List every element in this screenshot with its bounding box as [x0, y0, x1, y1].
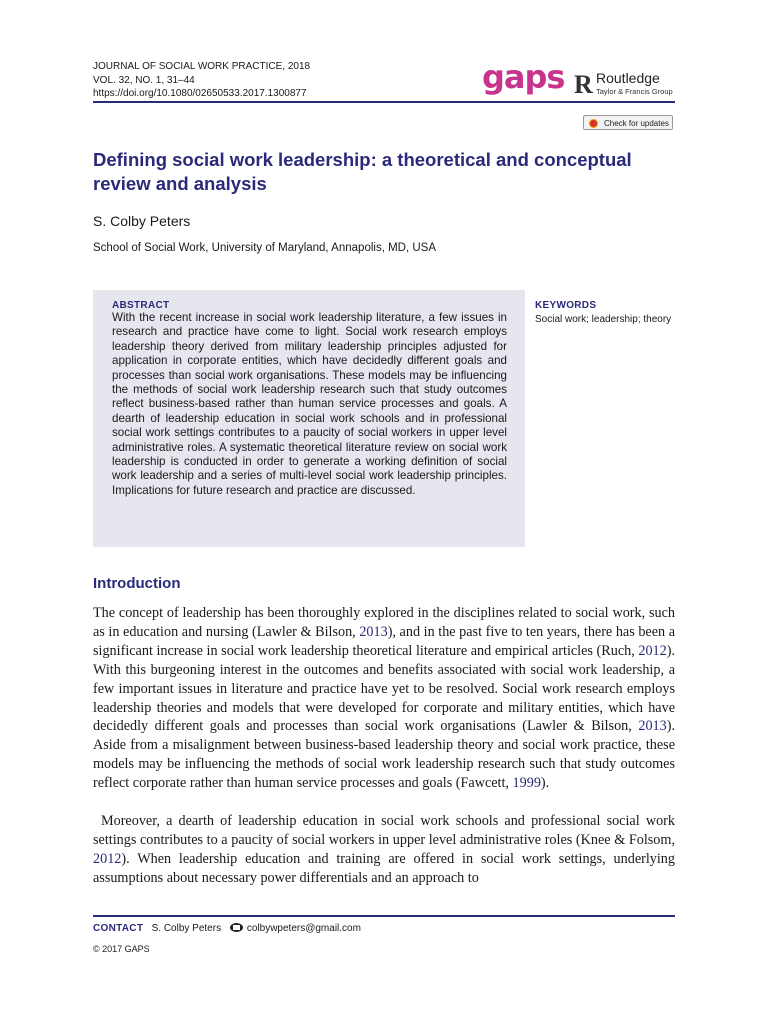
author-affiliation: School of Social Work, University of Maryland, Annapolis, MD, USA — [93, 242, 437, 254]
paragraph-text: ). When leadership education and training are offered in social work settings, underlying assumptions about necessary power differentials and an approach to — [93, 850, 675, 886]
doi-link[interactable]: https://doi.org/10.1080/02650533.2017.1300877 — [93, 88, 307, 99]
journal-info — [93, 60, 310, 101]
paragraph-text: ), and in the past five to ten years, there has been a significant increase in social work leadership theoretical literature and empirical articles (Ruch, — [93, 623, 675, 659]
journal-volume: VOL. 32, NO. 1, 31–44 — [93, 74, 195, 86]
footer-rule — [93, 915, 675, 917]
journal-name: JOURNAL OF SOCIAL WORK PRACTICE, 2018 — [93, 61, 311, 72]
citation-link[interactable]: 2013 — [638, 718, 667, 735]
paragraph-text: ). Aside from a misalignment between business-based leadership theory and social work practice, these models may be influencing the methods of social work leadership research such that study outcomes reflect corporate rather than human service processes and goals (Fawcett, — [93, 718, 675, 792]
contact-label: CONTACT — [93, 923, 144, 934]
keywords-heading: KEYWORDS — [535, 300, 597, 311]
author-name[interactable]: S. Colby Peters — [93, 213, 191, 229]
paragraph-text: ). — [540, 775, 550, 792]
paragraph-text: Moreover, a dearth of leadership education in social work schools and professional social work settings contributes to a paucity of social workers in upper level administrative roles (Knee & Folsom, — [93, 813, 675, 848]
contact-email[interactable]: colbywpeters@gmail.com — [246, 923, 361, 934]
keywords-list: Social work; leadership; theory — [535, 314, 672, 325]
check-for-updates-label: Check for updates — [604, 119, 669, 128]
paragraph-text: ). With this burgeoning interest in the outcomes and benefits associated with social work leadership, a few important issues in literature and practice have yet to be resolved. Social work research employs leadership theories and models that were developed for corporate and military entities, which have decidedly different goals and processes than social work organisations (Lawler & Bilson, — [93, 642, 675, 735]
routledge-r-icon: R — [574, 70, 593, 99]
citation-link[interactable]: 2013 — [359, 623, 388, 640]
contact-line — [93, 923, 361, 934]
citation-link[interactable]: 1999 — [512, 775, 541, 792]
introduction-paragraph-1 — [93, 604, 675, 793]
introduction-heading: Introduction — [93, 575, 181, 592]
email-icon — [230, 923, 243, 932]
publisher-name: Routledge — [596, 70, 660, 86]
citation-link[interactable]: 2012 — [638, 642, 667, 659]
gaps-logo: gaps — [482, 58, 565, 96]
copyright-notice: © 2017 GAPS — [93, 944, 150, 954]
abstract-text: With the recent increase in social work leadership literature, a few issues in research and practice have come to light. Social work research employs leadership theory derived from military leadership principles adjusted for application in corporate entities, which have decidedly different goals and processes than social work organisations. These models may be influencing the methods of social work leadership research such that study outcomes reflect business-based rather than human service processes and goals. A dearth of leadership education in social work schools and in professional social work settings contributes to a paucity of social workers in upper level administrative roles. A systematic theoretical literature review on social work leadership is conducted in order to generate a working definition of social work leadership and a series of multi-level social work leadership principles. Implications for future research and practice are discussed. — [112, 311, 507, 497]
publisher-subtitle: Taylor & Francis Group — [596, 87, 673, 96]
crossmark-icon — [589, 119, 598, 128]
paragraph-text: The concept of leadership has been thoroughly explored in the disciplines related to social work, such as in education and nursing (Lawler & Bilson, — [93, 605, 675, 640]
contact-name: S. Colby Peters — [151, 923, 222, 934]
article-title: Defining social work leadership: a theoretical and conceptual review and analysis — [93, 149, 632, 194]
abstract-heading: ABSTRACT — [112, 300, 170, 311]
check-for-updates-button[interactable] — [583, 115, 673, 130]
introduction-paragraph-2 — [93, 812, 675, 888]
citation-link[interactable]: 2012 — [93, 850, 122, 867]
header-rule — [93, 101, 675, 103]
